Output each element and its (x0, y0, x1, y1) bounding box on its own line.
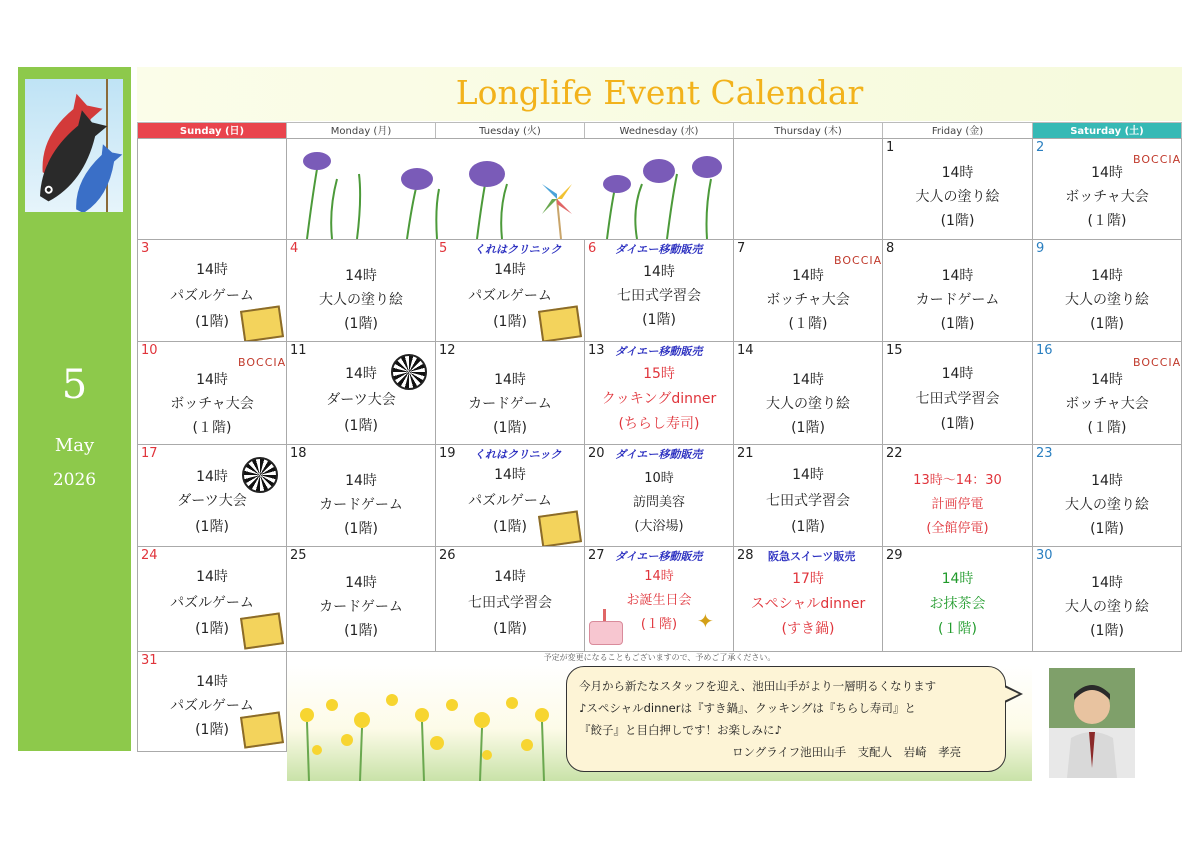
event-time: 14時 (196, 372, 228, 388)
event-time: 14時 (644, 569, 674, 584)
event-location: (１階) (1087, 213, 1127, 229)
event-title: パズルゲーム (468, 493, 552, 509)
event-title: 大人の塗り絵 (1065, 599, 1149, 615)
event-location: (1階) (1090, 521, 1124, 537)
event-time: 14時 (792, 467, 824, 483)
day-cell-31 (137, 651, 287, 752)
day-number: 13 (588, 343, 605, 358)
event-title: ダーツ大会 (177, 493, 247, 509)
event-location: (ちらし寿司) (618, 416, 700, 432)
day-cell-7 (733, 239, 883, 342)
event-title: 七田式学習会 (766, 493, 850, 509)
day-cell-19 (435, 444, 585, 547)
puzzle-icon (240, 711, 284, 748)
event-location: (1階) (1090, 316, 1124, 332)
event-time: 14時 (494, 262, 526, 278)
day-cell-26 (435, 546, 585, 652)
event-time: 14時 (494, 372, 526, 388)
event-note: ダイエー移動販売 (615, 448, 703, 461)
event-title: 七田式学習会 (468, 595, 552, 611)
event-title: 計画停電 (931, 497, 984, 512)
day-cell-30 (1032, 546, 1182, 652)
day-number: 24 (141, 548, 158, 563)
day-number: 12 (439, 343, 456, 358)
event-time: 14時 (345, 268, 377, 284)
day-cell-5 (435, 239, 585, 342)
day-cell-14 (733, 341, 883, 445)
day-number: 29 (886, 548, 903, 563)
boccia-logo: BOCCIA (1133, 356, 1182, 369)
party-popper-icon: ✦ (697, 609, 714, 633)
event-location: (全館停電) (926, 521, 989, 536)
event-time: 14時 (196, 469, 228, 485)
weekday-header-thursday: Thursday (木) (733, 122, 883, 139)
event-location: (1階) (195, 314, 229, 330)
event-location: (1階) (1090, 623, 1124, 639)
day-number: 7 (737, 241, 746, 256)
event-title: 大人の塗り絵 (766, 396, 850, 412)
puzzle-icon (538, 510, 582, 547)
weekday-header-wednesday: Wednesday (水) (584, 122, 734, 139)
event-title: 大人の塗り絵 (1065, 292, 1149, 308)
day-cell-13 (584, 341, 734, 445)
day-cell-21 (733, 444, 883, 547)
iris-flowers-illustration (287, 139, 733, 239)
event-location: (１階) (640, 617, 678, 632)
event-time: 14時 (643, 264, 675, 280)
dartboard-icon (242, 457, 278, 493)
event-title: パズルゲーム (170, 595, 254, 611)
day-cell-4 (286, 239, 436, 342)
event-time: 14時 (941, 165, 974, 181)
day-number: 8 (886, 241, 895, 256)
event-location: (1階) (195, 621, 229, 637)
day-cell-18 (286, 444, 436, 547)
koinobori-illustration (25, 79, 123, 212)
day-number: 21 (737, 446, 754, 461)
event-time: 14時 (792, 268, 824, 284)
day-cell-2 (1032, 138, 1182, 240)
day-number: 15 (886, 343, 903, 358)
day-cell-24 (137, 546, 287, 652)
day-cell-20 (584, 444, 734, 547)
day-cell-10 (137, 341, 287, 445)
event-title: 訪問美容 (632, 495, 685, 510)
event-title: カードゲーム (468, 396, 552, 412)
event-time: 17時 (792, 571, 824, 587)
event-location: (１階) (1087, 420, 1127, 436)
event-time: 15時 (643, 366, 675, 382)
message-line: 今月から新たなスタッフを迎え、池田山手がより一層明るくなります (579, 679, 937, 693)
weekday-header-sunday: Sunday (日) (137, 122, 287, 139)
day-number: 5 (439, 241, 448, 256)
event-title: 七田式学習会 (915, 391, 1000, 407)
event-location: (1階) (195, 519, 229, 535)
day-cell-3 (137, 239, 287, 342)
event-location: (1階) (940, 416, 975, 432)
day-number: 17 (141, 446, 158, 461)
event-title: 七田式学習会 (617, 288, 701, 304)
event-title: ボッチャ大会 (1065, 396, 1149, 412)
event-title: カードゲーム (319, 599, 403, 615)
event-location: (1階) (493, 420, 527, 436)
event-title: お抹茶会 (929, 596, 986, 612)
day-cell-28 (733, 546, 883, 652)
day-cell-12 (435, 341, 585, 445)
event-time: 14時 (494, 467, 526, 483)
event-title: パズルゲーム (170, 288, 254, 304)
event-location: (大浴場) (634, 519, 684, 534)
day-number: 9 (1036, 241, 1045, 256)
day-cell-1 (882, 138, 1033, 240)
event-title: カードゲーム (319, 497, 403, 513)
boccia-logo: BOCCIA (238, 356, 287, 369)
event-location: (1階) (493, 314, 527, 330)
event-title: クッキングdinner (601, 391, 717, 407)
day-cell-22 (882, 444, 1033, 547)
event-title: ダーツ大会 (326, 392, 396, 408)
event-time: 14時 (494, 569, 526, 585)
event-time: 10時 (644, 471, 674, 486)
title-bar (137, 67, 1182, 121)
day-number: 1 (886, 140, 895, 155)
day-cell-16 (1032, 341, 1182, 445)
day-cell-8 (882, 239, 1033, 342)
event-time: 14時 (345, 575, 377, 591)
message-signature: ロングライフ池田山手 支配人 岩崎 孝亮 (732, 745, 962, 759)
day-number: 20 (588, 446, 605, 461)
event-location: (1階) (344, 521, 378, 537)
event-title: 大人の塗り絵 (319, 292, 403, 308)
event-location: (1階) (940, 316, 975, 332)
boccia-logo: BOCCIA (834, 254, 883, 267)
day-number: 3 (141, 241, 150, 256)
sidebar-month-name: May (54, 435, 95, 456)
day-number: 10 (141, 343, 158, 358)
puzzle-icon (538, 305, 582, 342)
event-time: 14時 (1091, 268, 1123, 284)
event-location: (1階) (195, 722, 229, 738)
puzzle-icon (240, 305, 284, 342)
iris-illustration-cell (286, 138, 734, 240)
event-location: (1階) (493, 519, 527, 535)
day-cell-17 (137, 444, 287, 547)
day-number: 6 (588, 241, 597, 256)
event-title: ボッチャ大会 (766, 292, 850, 308)
event-location: (１階) (192, 420, 232, 436)
event-time: 14時 (792, 372, 824, 388)
event-location: (１階) (938, 621, 977, 637)
event-location: (１階) (788, 316, 828, 332)
event-time: 13時～14：30 (913, 473, 1002, 488)
event-title: パズルゲーム (170, 698, 254, 714)
event-time: 14時 (1091, 473, 1123, 489)
day-number: 26 (439, 548, 456, 563)
event-time: 14時 (941, 571, 974, 587)
event-note: くれはクリニック (474, 243, 562, 256)
birthday-cake-icon (589, 603, 621, 645)
event-time: 14時 (345, 473, 377, 489)
sidebar-month-number: 5 (61, 362, 88, 408)
manager-message-bubble (566, 666, 1006, 772)
event-title: ボッチャ大会 (170, 396, 254, 412)
day-number: 28 (737, 548, 754, 563)
weekday-header-tuesday: Tuesday (火) (435, 122, 585, 139)
day-number: 16 (1036, 343, 1053, 358)
empty-day-cell (137, 138, 287, 240)
message-line: ♪スペシャルdinnerは『すき鍋』、クッキングは『ちらし寿司』と (579, 701, 916, 715)
day-number: 22 (886, 446, 903, 461)
event-time: 14時 (941, 366, 974, 382)
schedule-change-note: 予定が変更になることもございますので、予めご了承ください。 (543, 653, 776, 662)
day-number: 2 (1036, 140, 1045, 155)
day-cell-25 (286, 546, 436, 652)
event-title: ボッチャ大会 (1065, 189, 1149, 205)
boccia-logo: BOCCIA (1133, 153, 1182, 166)
day-number: 30 (1036, 548, 1053, 563)
event-location: (すき鍋) (781, 621, 835, 637)
event-time: 14時 (196, 569, 228, 585)
event-location: (1階) (642, 312, 676, 328)
dartboard-icon (391, 354, 427, 390)
manager-photo (1049, 668, 1135, 778)
event-note: 阪急スイーツ販売 (768, 550, 856, 563)
sidebar-year: 2026 (52, 470, 97, 490)
event-note: ダイエー移動販売 (615, 243, 703, 256)
event-location: (1階) (344, 418, 378, 434)
day-number: 23 (1036, 446, 1053, 461)
event-location: (1階) (344, 316, 378, 332)
message-line: 『餃子』と目白押しです！お楽しみに♪ (579, 723, 782, 737)
day-number: 25 (290, 548, 307, 563)
speech-bubble-tail-fill (1002, 686, 1019, 702)
event-title: 大人の塗り絵 (1065, 497, 1149, 513)
event-location: (1階) (493, 621, 527, 637)
weekday-header-monday: Monday (月) (286, 122, 436, 139)
day-number: 14 (737, 343, 754, 358)
event-time: 14時 (196, 674, 228, 690)
day-cell-27 (584, 546, 734, 652)
event-note: ダイエー移動販売 (615, 345, 703, 358)
day-cell-23 (1032, 444, 1182, 547)
event-time: 14時 (1091, 575, 1123, 591)
day-number: 27 (588, 548, 605, 563)
event-location: (1階) (791, 519, 825, 535)
day-number: 31 (141, 653, 158, 668)
event-note: ダイエー移動販売 (615, 550, 703, 563)
puzzle-icon (240, 612, 284, 649)
event-title: パズルゲーム (468, 288, 552, 304)
day-number: 4 (290, 241, 299, 256)
month-sidebar (18, 67, 131, 751)
day-cell-29 (882, 546, 1033, 652)
weekday-header-saturday: Saturday (土) (1032, 122, 1182, 139)
event-title: スペシャルdinner (750, 596, 866, 612)
event-title: カードゲーム (915, 292, 1000, 308)
empty-day-cell (733, 138, 883, 240)
event-time: 14時 (1091, 165, 1123, 181)
day-cell-11 (286, 341, 436, 445)
day-cell-6 (584, 239, 734, 342)
weekday-header-friday: Friday (金) (882, 122, 1033, 139)
day-cell-9 (1032, 239, 1182, 342)
day-number: 19 (439, 446, 456, 461)
event-title: 大人の塗り絵 (915, 189, 1000, 205)
event-note: くれはクリニック (474, 448, 562, 461)
calendar-title: Longlife Event Calendar (455, 73, 864, 112)
event-time: 14時 (1091, 372, 1123, 388)
day-cell-15 (882, 341, 1033, 445)
event-time: 14時 (345, 366, 377, 382)
event-time: 14時 (196, 262, 228, 278)
event-location: (1階) (791, 420, 825, 436)
event-time: 14時 (941, 268, 974, 284)
event-location: (1階) (344, 623, 378, 639)
day-number: 11 (290, 343, 307, 358)
day-number: 18 (290, 446, 307, 461)
event-location: (1階) (940, 213, 975, 229)
event-title: お誕生日会 (626, 593, 692, 608)
